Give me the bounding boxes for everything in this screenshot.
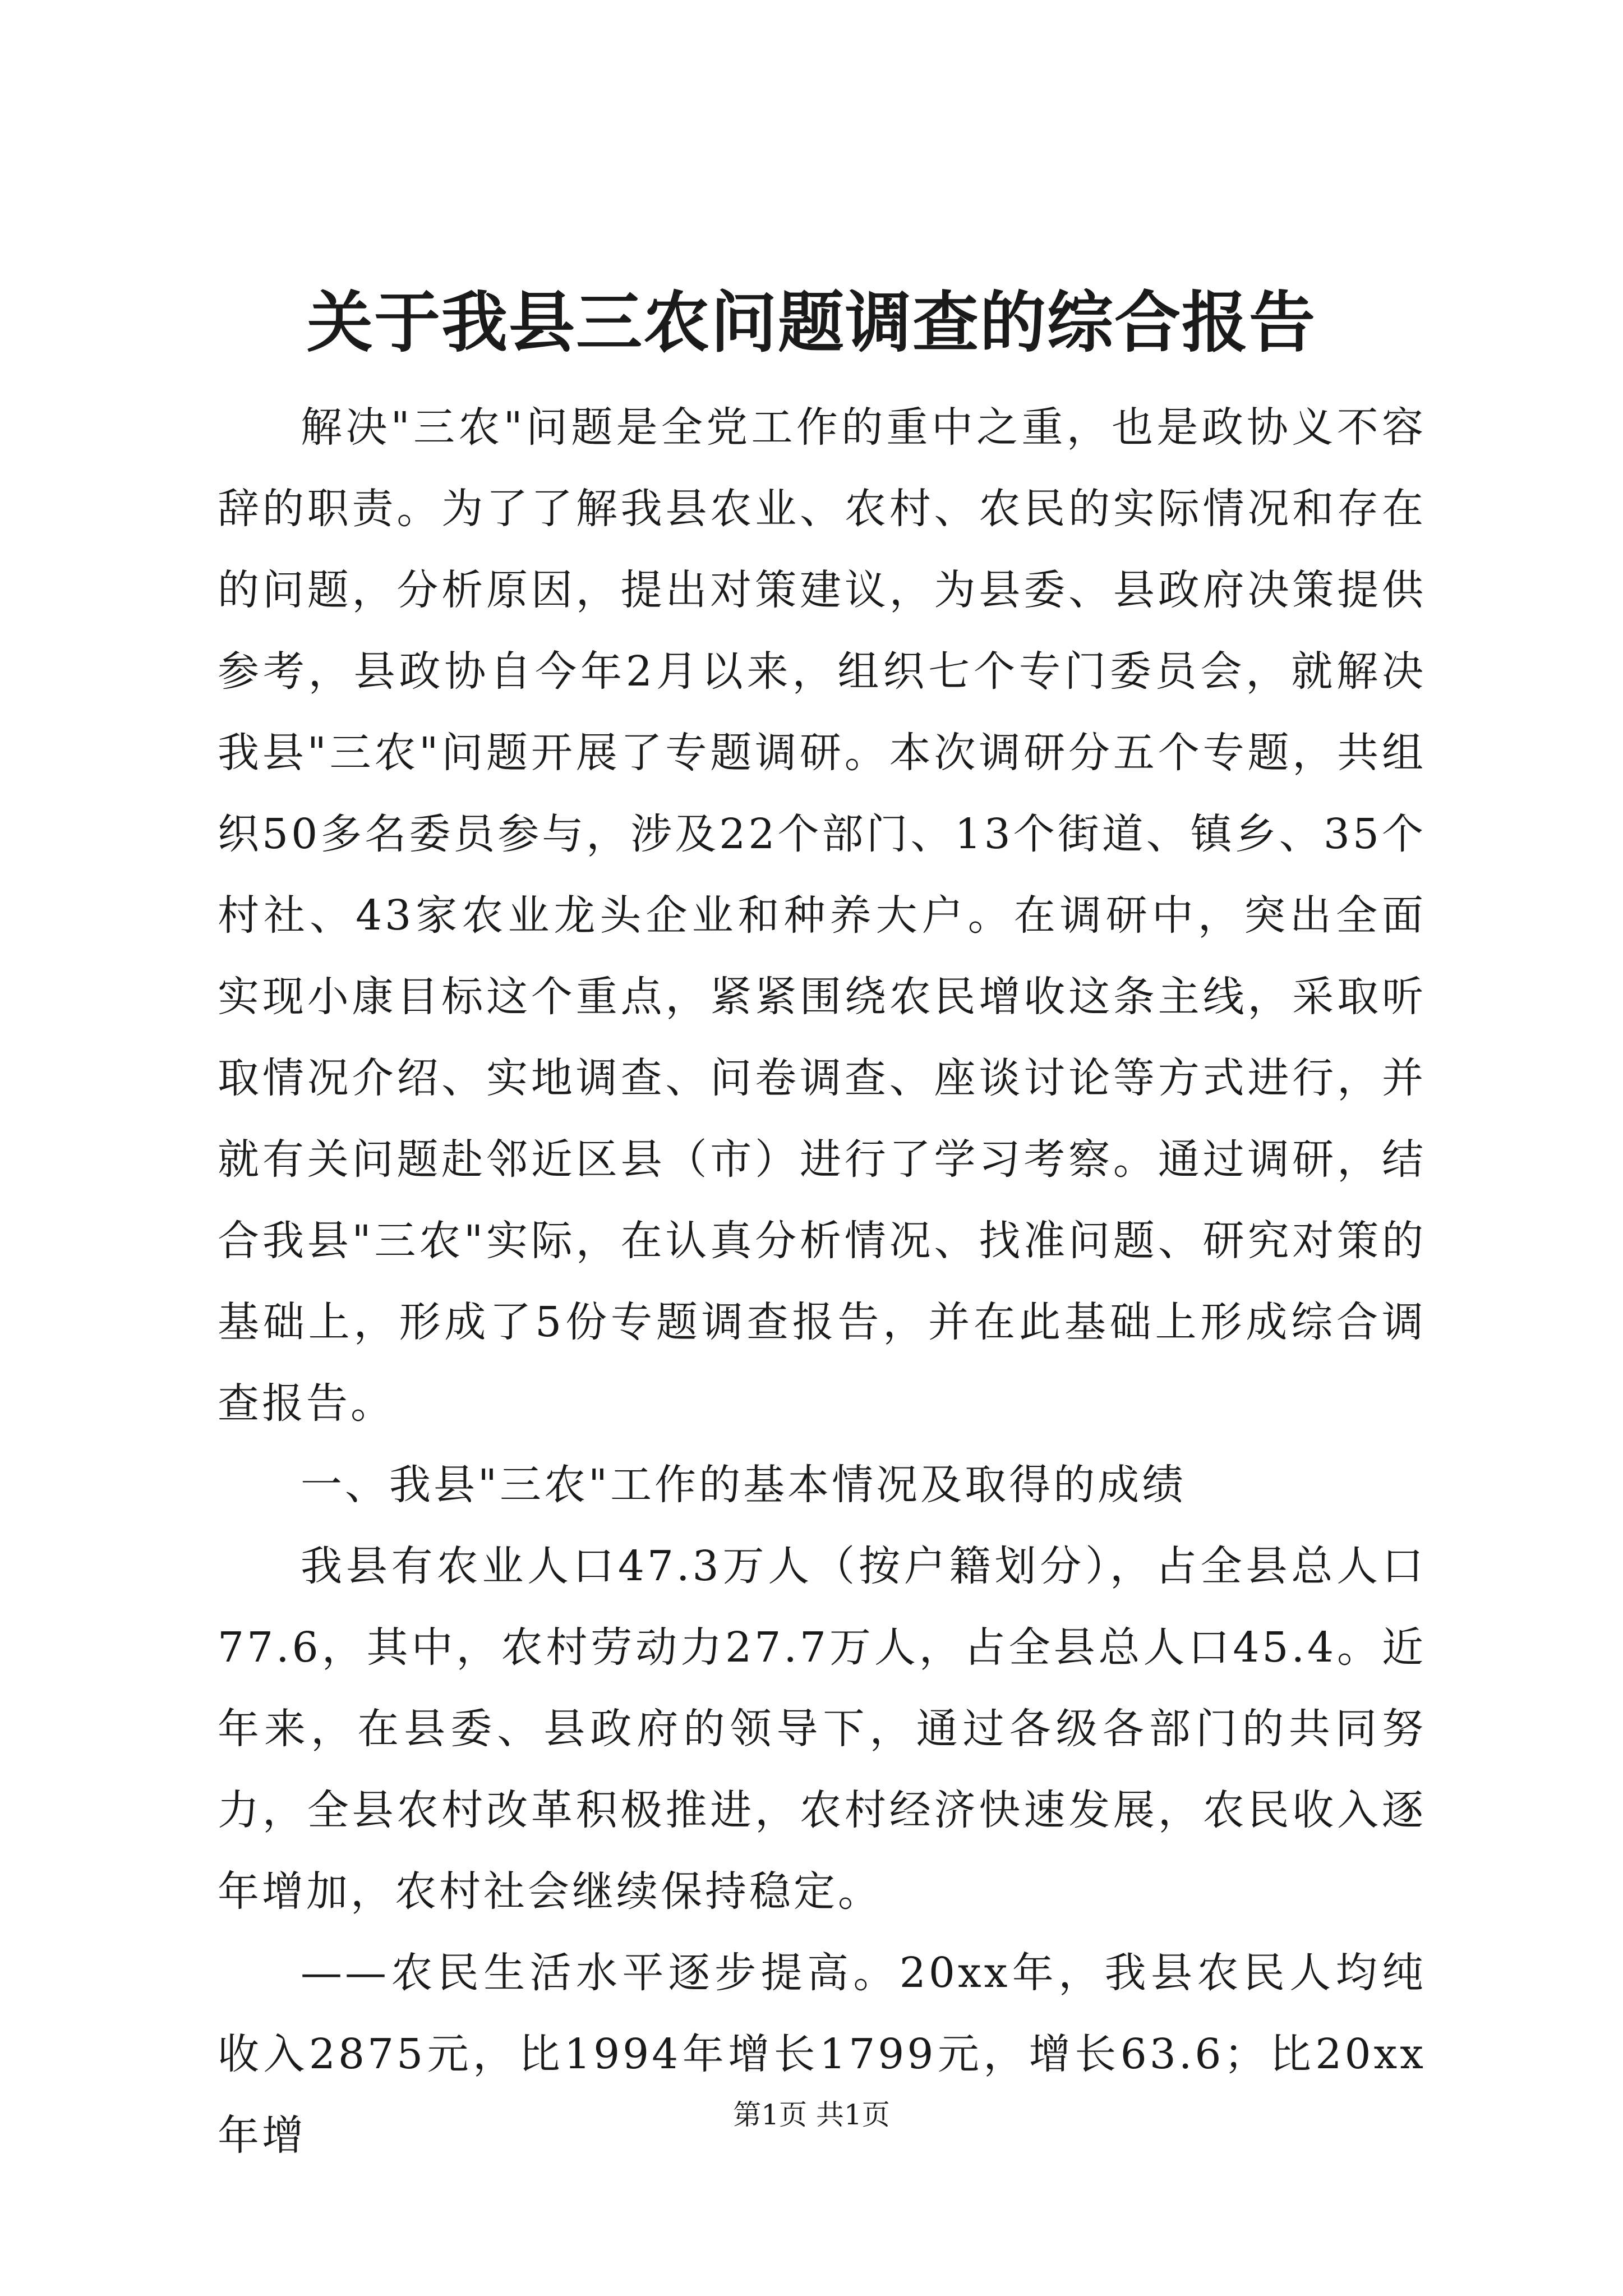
document-title: 关于我县三农问题调查的综合报告	[306, 283, 1316, 361]
paragraph-living-standard: ——农民生活水平逐步提高。20xx年，我县农民人均纯收入2875元，比1994年增长1799元，增长63.6；比20xx年增	[218, 1949, 1426, 2160]
paragraph-basic-situation: 我县有农业人口47.3万人（按户籍划分），占全县总人口77.6，其中，农村劳动力27.7万人，占全县总人口45.4。近年来，在县委、县政府的领导下，通过各级各部门的共同努力，全县农村改革积极推进，农村经济快速发展，农民收入逐年增加，农村社会继续保持稳定。	[218, 1542, 1426, 1916]
page-footer: 第1页 共1页	[733, 2099, 890, 2131]
paragraph-intro: 解决"三农"问题是全党工作的重中之重，也是政协义不容辞的职责。为了了解我县农业、农村、农民的实际情况和存在的问题，分析原因，提出对策建议，为县委、县政府决策提供参考，县政协自今年2月以来，组织七个专门委员会，就解决我县"三农"问题开展了专题调研。本次调研分五个专题，共组织50多名委员参与，涉及22个部门、13个街道、镇乡、35个村社、43家农业龙头企业和种养大户。在调研中，突出全面实现小康目标这个重点，紧紧围绕农民增收这条主线，采取听取情况介绍、实地调查、问卷调查、座谈讨论等方式进行，并就有关问题赴邻近区县（市）进行了学习考察。通过调研，结合我县"三农"实际，在认真分析情况、找准问题、研究对策的基础上，形成了5份专题调查报告，并在此基础上形成综合调查报告。	[218, 403, 1426, 1428]
document-body	[218, 387, 1426, 2177]
section-heading-1: 一、我县"三农"工作的基本情况及取得的成绩	[301, 1461, 1187, 1509]
